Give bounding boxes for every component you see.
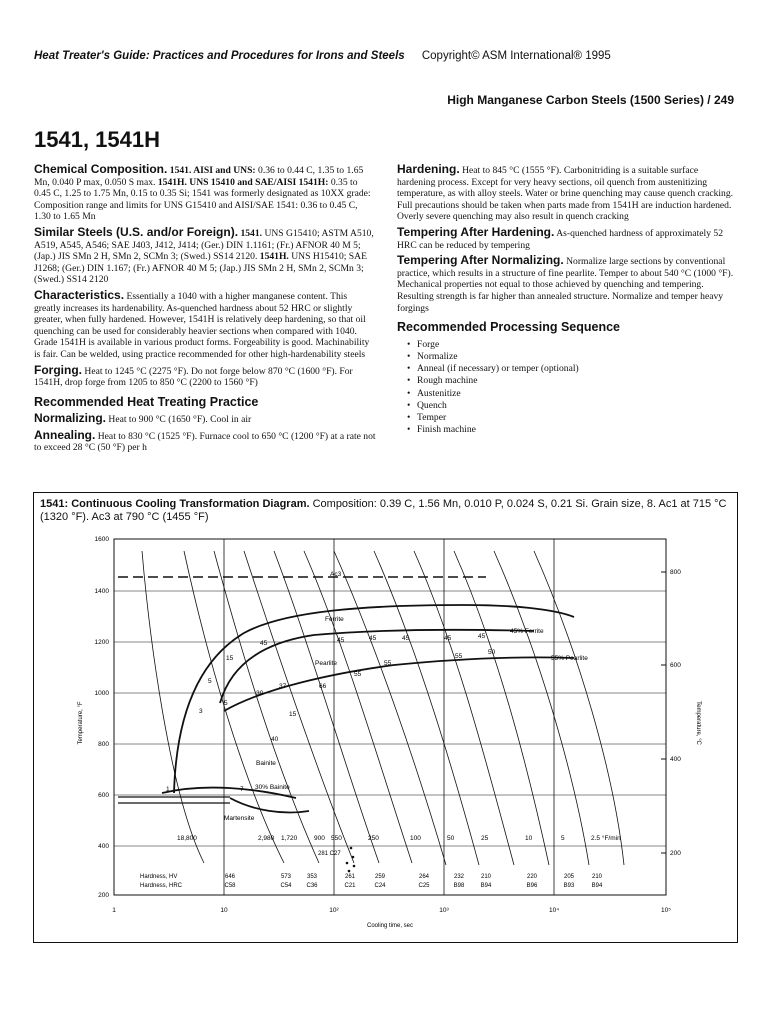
curve-number: 45 bbox=[478, 633, 486, 640]
y-left-tick: 1600 bbox=[94, 536, 109, 543]
temper-lead: Tempering After Hardening. bbox=[397, 224, 555, 239]
chem-lead: Chemical Composition. bbox=[34, 162, 168, 176]
running-header bbox=[34, 50, 611, 62]
curve-number: 45 bbox=[369, 635, 377, 642]
y-left-label: Temperature, °F bbox=[78, 701, 84, 745]
curve-number: 50 bbox=[488, 649, 496, 656]
region-label: Ferrite bbox=[325, 616, 344, 623]
curve-number: 3 bbox=[199, 708, 203, 715]
list-item: • Temper bbox=[407, 412, 737, 424]
figure-caption-text: Composition: 0.39 C, 1.56 Mn, 0.010 P, 0.024 S, 0.21 Si. Grain size, 8. Ac1 at 715 °C (1320 °F). Ac3 at 790 °C (1455 °F) bbox=[40, 498, 727, 523]
x-tick: 10 bbox=[220, 907, 228, 914]
curve-number: 66 bbox=[319, 683, 327, 690]
forging bbox=[34, 362, 376, 389]
rate-label: 5 bbox=[561, 835, 565, 842]
curve-number: 55 bbox=[354, 671, 362, 678]
anneal-text: Heat to 830 °C (1525 °F). Furnace cool to 650 °C (1200 °F) at a rate not to exceed 28 °C (50 °F) per h bbox=[34, 430, 376, 454]
hrc-value: C54 bbox=[280, 883, 292, 889]
hrc-value: B94 bbox=[591, 883, 603, 889]
y-left-tick: 600 bbox=[98, 792, 109, 799]
list-item: • Finish machine bbox=[407, 424, 737, 436]
hrc-value: C21 bbox=[344, 883, 356, 889]
rec-heat-treating-heading: Recommended Heat Treating Practice bbox=[34, 394, 259, 409]
x-tick: 10³ bbox=[439, 907, 449, 914]
hv-value: 353 bbox=[306, 874, 318, 880]
chem-1541: 1541. AISI and UNS: bbox=[169, 165, 256, 176]
char-text: Essentially a 1040 with a higher manganese content. This greatly increases its hardenability. As-quenched hardness about 52 HRC or slightly greater, when fully hardened. However, 1541H is relatively deep hardening, so that oil quenching can be used for considerably heavier sections when compared with 1040. Grade 1541H is available in various product forms. Forgeability is good. Machinability is fair. Can be welded, using practice recommended for other high-hardenability steels bbox=[34, 290, 370, 360]
curve-number: 45 bbox=[402, 635, 410, 642]
list-item: • Anneal (if necessary) or temper (optional) bbox=[407, 363, 737, 375]
rate-label: 50 bbox=[447, 835, 455, 842]
left-column bbox=[34, 164, 376, 458]
hv-value: 232 bbox=[453, 874, 465, 880]
hrc-value: B98 bbox=[453, 883, 465, 889]
hrc-value: B93 bbox=[563, 883, 575, 889]
x-tick: 10⁵ bbox=[661, 907, 671, 914]
tempering-after-normalizing bbox=[397, 255, 737, 314]
ac3-label: Ac3 bbox=[330, 571, 342, 578]
rate-label: 250 bbox=[368, 835, 379, 842]
list-item: • Normalize bbox=[407, 351, 737, 363]
curve-number: 45 bbox=[260, 640, 268, 647]
processing-sequence-list bbox=[397, 339, 737, 437]
curve-number: 7 bbox=[240, 786, 244, 793]
hrc-value: C58 bbox=[224, 883, 236, 889]
hv-value: 261 bbox=[344, 874, 356, 880]
region-label: Pearlite bbox=[315, 660, 338, 667]
hard-lead: Hardening. bbox=[397, 162, 460, 176]
y-right-tick: 400 bbox=[670, 756, 681, 763]
list-item: • Quench bbox=[407, 400, 737, 412]
region-label: 45% Ferrite bbox=[510, 628, 544, 635]
chem-1541-values: 0.36 to 0.44 C, 1.35 to 1.65 Mn, 0.040 P max, 0.050 S max. bbox=[34, 165, 364, 188]
forging-text: Heat to 1245 °C (2275 °F). Do not forge below 870 °C (1600 °F). For 1541H, drop forge from 1205 to 850 °C (2200 to 1560 °F) bbox=[34, 365, 353, 389]
temper-text: As-quenched hardness of approximately 52 HRC can be reduced by tempering bbox=[397, 227, 724, 251]
hv-value: 264 bbox=[418, 874, 430, 880]
characteristics bbox=[34, 287, 376, 361]
norm-text: Heat to 900 °C (1650 °F). Cool in air bbox=[108, 414, 252, 426]
hv-value: 205 bbox=[563, 874, 575, 880]
normalizing bbox=[34, 413, 376, 426]
hrc-value: C24 bbox=[374, 883, 386, 889]
similar-1541: 1541. bbox=[240, 227, 263, 239]
hardness-hv-label: Hardness, HV bbox=[140, 874, 178, 880]
y-left-tick: 1400 bbox=[94, 588, 109, 595]
hrc-value: C25 bbox=[418, 883, 430, 889]
tempering-after-hardening bbox=[397, 224, 737, 251]
curve-number: 45 bbox=[337, 637, 345, 644]
curve-number: 55 bbox=[384, 660, 392, 667]
anneal-lead: Annealing. bbox=[34, 427, 96, 442]
x-tick: 10² bbox=[329, 907, 339, 914]
figure-caption-title: 1541: Continuous Cooling Transformation Diagram. bbox=[40, 498, 310, 510]
y-right-tick: 200 bbox=[670, 850, 681, 857]
y-left-tick: 1200 bbox=[94, 639, 109, 646]
curve-number: 55 bbox=[455, 653, 463, 660]
region-label: 5 bbox=[208, 678, 212, 685]
cct-diagram bbox=[34, 493, 737, 942]
curve-number: 15 bbox=[289, 711, 297, 718]
rate-label: 1,720 bbox=[281, 835, 298, 842]
hrc-value: B94 bbox=[480, 883, 492, 889]
y-left-tick: 800 bbox=[98, 741, 109, 748]
region-label: 55% Pearlite bbox=[551, 655, 588, 662]
char-lead: Characteristics. bbox=[34, 287, 125, 302]
region-label: Bainite bbox=[256, 760, 276, 767]
hv-value: 210 bbox=[480, 874, 492, 880]
right-column bbox=[397, 164, 737, 436]
hv-value: 646 bbox=[224, 874, 236, 880]
page-title: 1541, 1541H bbox=[34, 127, 160, 152]
region-label: 30% Bainite bbox=[255, 784, 290, 791]
region-label: Martensite bbox=[224, 815, 255, 822]
tan-lead: Tempering After Normalizing. bbox=[397, 253, 564, 268]
annealing bbox=[34, 427, 376, 454]
similar-1541h: 1541H. bbox=[259, 251, 289, 263]
y-right-tick: 600 bbox=[670, 662, 681, 669]
rate-label: 18,800 bbox=[177, 835, 197, 842]
rate-label: 25 bbox=[481, 835, 489, 842]
tan-text: Normalize large sections by conventional practice, which results in a structure of fine pearlite. Temper to about 540 °C (1000 °F). Mechanical properties not equal to those achieved by quenching and tempering. Resulting strength is far higher than annealed structure. Normalize and temper heavy forgings bbox=[397, 256, 734, 314]
chem-1541h-values: 0.35 to 0.45 C, 1.25 to 1.75 Mn, 0.15 to 0.35 Si; 1541 was formerly designated as 10XX grade: Composition range and limits for UNS G15410 and AISI/SAE 1541: 0.36 to 0.45 C, 1.30 to 1.65 Mn bbox=[34, 176, 371, 223]
hard-text: Heat to 845 °C (1555 °F). Carbonitriding is a suitable surface hardening process. Except for very heavy sections, oil quench from austenitizing temperature, as with alloy steels. Water or brine quenching may cause quench cracking. Full precautions should be taken when parts made from 1541H are induction hardened. Overly severe quenching may also result in quench cracking bbox=[397, 165, 734, 223]
norm-lead: Normalizing. bbox=[34, 411, 107, 426]
hrc-value: B96 bbox=[526, 883, 538, 889]
hrc-value: C36 bbox=[306, 883, 318, 889]
copyright: Copyright© ASM International® 1995 bbox=[421, 50, 611, 62]
inner-hardness: 281 C27 bbox=[318, 851, 341, 857]
y-left-tick: 200 bbox=[98, 892, 109, 899]
similar-1541h-list: UNS H15410; SAE J1268; (Ger.) DIN 1.167; (Fr.) AFNOR 40 M 5; (Jap.) JIS SMn 2 H, SMn 2, SCMn 3; (Swed.) SS14 2120 bbox=[34, 251, 367, 286]
y-right-tick: 800 bbox=[670, 569, 681, 576]
chem-1541h: 1541H. UNS 15410 and SAE/AISI 1541H: bbox=[157, 176, 329, 188]
hv-value: 220 bbox=[526, 874, 538, 880]
curve-number: 1 bbox=[166, 786, 170, 793]
similar-1541-list: UNS G15410; ASTM A510, A519, A545, A546; SAE J403, J412, J414; (Ger.) DIN 1.1161; (Fr.) AFNOR 40 M 5; (Jap.) JIS SMn 2 H, SMn 2, SCMn 3; (Swed.) SS14 2120. bbox=[34, 227, 374, 263]
book-title: Heat Treater's Guide: Practices and Procedures for Irons and Steels bbox=[34, 50, 405, 62]
list-item: • Forge bbox=[407, 339, 737, 351]
x-tick: 1 bbox=[112, 907, 116, 914]
y-left-tick: 1000 bbox=[94, 690, 109, 697]
rate-label: 900 bbox=[314, 835, 325, 842]
curve-number: 40 bbox=[271, 736, 279, 743]
x-tick: 10⁴ bbox=[548, 907, 560, 914]
y-right-label: Temperature, °C bbox=[695, 701, 701, 745]
hv-value: 573 bbox=[280, 874, 292, 880]
similar-lead: Similar Steels (U.S. and/or Foreign). bbox=[34, 224, 239, 239]
x-axis-label: Cooling time, sec bbox=[366, 923, 414, 929]
rate-label: 10 bbox=[525, 835, 533, 842]
list-item: • Austenitize bbox=[407, 388, 737, 400]
rate-label: 100 bbox=[410, 835, 421, 842]
page-heading: High Manganese Carbon Steels (1500 Series) / 249 bbox=[447, 93, 734, 107]
hardening bbox=[397, 164, 737, 223]
forging-lead: Forging. bbox=[34, 362, 82, 377]
similar-steels bbox=[34, 224, 376, 286]
rate-label: 2,980 bbox=[258, 835, 275, 842]
curve-number: 30 bbox=[256, 690, 264, 697]
curve-number: 37 bbox=[279, 683, 287, 690]
rate-label: 2.5 °F/min bbox=[591, 835, 621, 842]
chem-composition bbox=[34, 164, 376, 223]
hv-value: 210 bbox=[591, 874, 603, 880]
curve-number: 5 bbox=[224, 700, 228, 707]
curve-number: 45 bbox=[444, 635, 452, 642]
curve-number: 15 bbox=[226, 655, 234, 662]
cct-figure bbox=[33, 492, 738, 943]
rate-label: 550 bbox=[331, 835, 342, 842]
y-left-tick: 400 bbox=[98, 843, 109, 850]
processing-sequence-heading: Recommended Processing Sequence bbox=[397, 320, 620, 335]
list-item: • Rough machine bbox=[407, 375, 737, 387]
hv-value: 259 bbox=[374, 874, 386, 880]
hardness-hrc-label: Hardness, HRC bbox=[140, 883, 183, 889]
pearlite-finish-curve bbox=[224, 657, 574, 711]
